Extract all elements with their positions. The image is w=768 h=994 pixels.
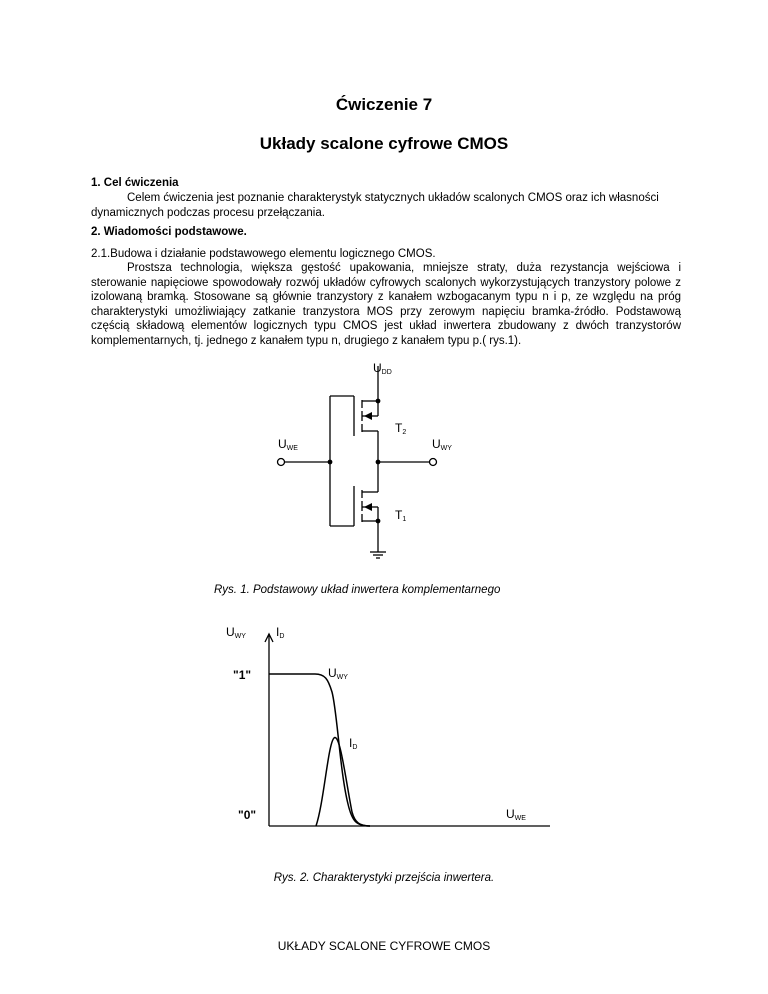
t1-arrow [364,503,372,511]
vdd-label: UDD [373,361,392,376]
figure-2-caption: Rys. 2. Charakterystyki przejścia inwertera. [273,872,495,884]
uwy-curve-label: UWY [328,666,348,681]
page-footer: UKŁADY SCALONE CYFROWE CMOS [277,939,491,953]
input-terminal [278,459,285,466]
t2-arrow [364,412,372,420]
level-low-label: "0" [238,808,257,822]
x-axis-label: UWE [506,807,526,822]
input-label: UWE [278,437,298,452]
cmos-inverter-schematic [250,356,510,576]
section-1-text: Celem ćwiczenia jest poznanie charakterystyk statycznych układów scalonych CMOS oraz ich własności dynamicznych podczas procesu przełączania. [91,192,659,219]
section-2-1-text: Prostsza technologia, większa gęstość upakowania, mniejsze straty, duża rezystancja wejściowa i sterowanie napięciowe spowodowały rozwój układów cyfrowych scalonych wykorzystujących tranzystory polowe z izolowaną bramką. Stosowane są głównie tranzystory z kanałem wzbogacanym typu n i p, ze względu na próg charakterystyki umożliwiający zatkanie tranzystora MOS przy zerowym napięciu bramka-źródło. Podstawową częścią składową elementów logicznych typu CMOS jest układ inwertera zbudowany z dwóch tranzystorów komplementarnych, tj. jednego z kanałem typu n, drugiego z kanałem typu p.( rys.1). [91,262,681,347]
transfer-characteristics-plot [220,622,560,832]
figure-1-caption: Rys. 1. Podstawowy układ inwertera komplementarnego [214,584,501,596]
page-title: Ćwiczenie 7 [335,95,433,114]
t1-label: T1 [395,508,407,523]
section-2-1-heading: 2.1.Budowa i działanie podstawowego elementu logicznego CMOS. [91,248,436,260]
page-subtitle: Układy scalone cyfrowe CMOS [259,134,509,153]
section-2-heading: 2. Wiadomości podstawowe. [91,226,247,238]
y-axis-label-id: ID [276,625,285,640]
id-curve-label: ID [349,736,358,751]
level-high-label: "1" [233,668,252,682]
id-curve [316,738,370,826]
output-label: UWY [432,437,452,452]
t2-label: T2 [395,421,407,436]
section-1-heading: 1. Cel ćwiczenia [91,177,179,189]
y-axis-label-uwy: UWY [226,625,246,640]
output-terminal [430,459,437,466]
